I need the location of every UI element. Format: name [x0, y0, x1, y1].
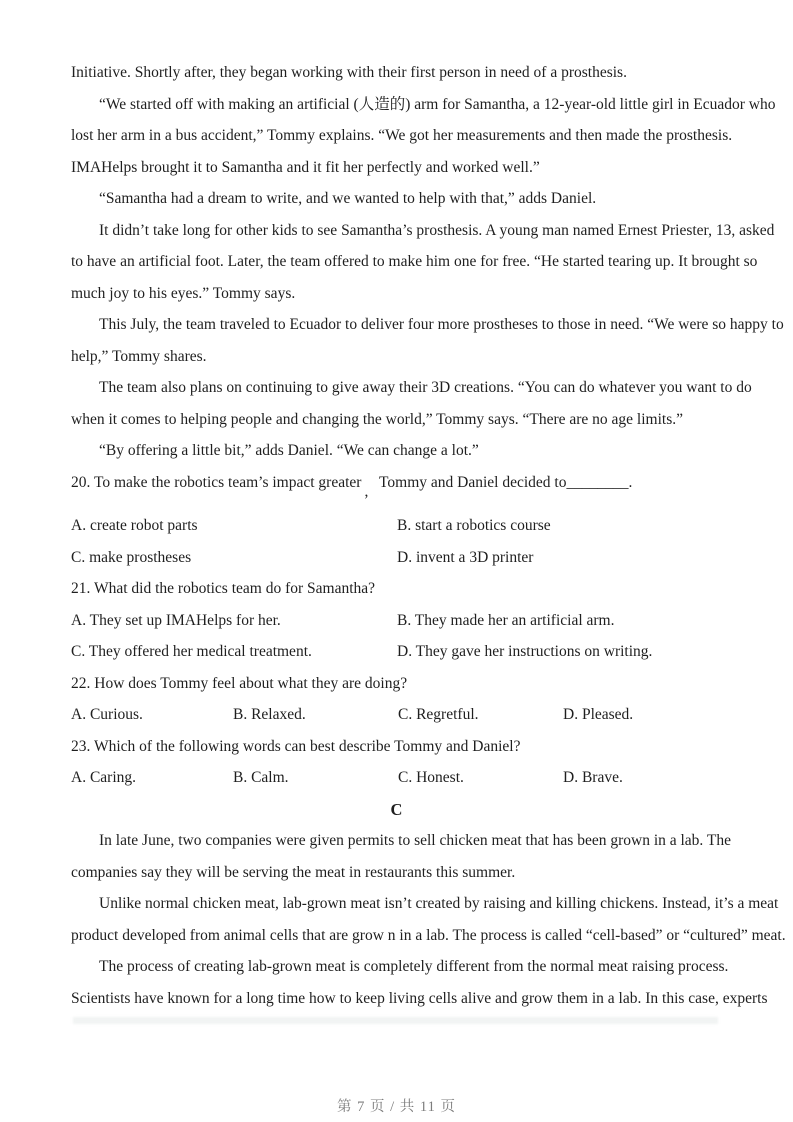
question-23-option-c: C. Honest.	[398, 769, 464, 786]
question-20-options-row	[71, 542, 722, 574]
passage-c-line: product developed from animal cells that are grow n in a lab. The process is called “cell-based” or “cultured” meat.	[71, 926, 786, 944]
question-22-option-d: D. Pleased.	[563, 706, 634, 723]
passage-b-line: “We started off with making an artificial (人造的) arm for Samantha, a 12-year-old little girl in Ecuador who	[99, 95, 776, 113]
question-20-option-a: A. create robot parts	[71, 517, 198, 534]
question-20-low-comma: ,	[364, 482, 369, 500]
question-21-options-row	[71, 636, 722, 668]
question-20-options-row	[71, 510, 722, 542]
question-20-option-d: D. invent a 3D printer	[397, 548, 534, 566]
question-23-options-row	[71, 762, 722, 794]
passage-b-line: This July, the team traveled to Ecuador to deliver four more prostheses to those in need. “We were so happy to	[99, 316, 784, 333]
question-20-option-b: B. start a robotics course	[397, 517, 551, 534]
question-22-option-c: C. Regretful.	[398, 706, 479, 723]
faint-next-line-artifact	[73, 1017, 718, 1024]
page-footer: 第 7 页 / 共 11 页	[337, 1099, 456, 1115]
passage-b-line: It didn’t take long for other kids to see Samantha’s prosthesis. A young man named Ernest Priester, 13, asked	[99, 221, 775, 239]
passage-b-line: lost her arm in a bus accident,” Tommy explains. “We got her measurements and then made the prosthesis.	[71, 127, 733, 144]
page-content	[71, 57, 786, 1024]
question-20-stem-text: 20. To make the robotics team’s impact greater	[71, 473, 362, 491]
passage-c-line: Scientists have known for a long time how to keep living cells alive and grow them in a lab. In this case, experts	[71, 989, 768, 1007]
passage-b-line: much joy to his eyes.” Tommy says.	[71, 284, 296, 302]
question-21-stem: 21. What did the robotics team do for Samantha?	[71, 580, 376, 597]
passage-b-line: help,” Tommy shares.	[71, 347, 207, 365]
passage-c-line: In late June, two companies were given permits to sell chicken meat that has been grown in a lab. The	[99, 832, 732, 849]
question-20-spacer	[71, 498, 722, 510]
question-21-option-c: C. They offered her medical treatment.	[71, 643, 312, 660]
passage-c-line: companies say they will be serving the meat in restaurants this summer.	[71, 863, 516, 881]
passage-b-line: The team also plans on continuing to give away their 3D creations. “You can do whatever you want to do	[99, 379, 752, 396]
question-20-stem-blank: Tommy and Daniel decided to________.	[375, 473, 633, 491]
question-23-option-a: A. Caring.	[71, 769, 137, 786]
passage-b-line: “By offering a little bit,” adds Daniel. “We can change a lot.”	[99, 442, 479, 459]
question-22-option-b: B. Relaxed.	[233, 706, 306, 723]
question-23-stem: 23. Which of the following words can best describe Tommy and Daniel?	[71, 737, 521, 755]
question-20-option-c: C. make prostheses	[71, 548, 192, 566]
question-21-option-a: A. They set up IMAHelps for her.	[71, 611, 281, 629]
question-21-option-d: D. They gave her instructions on writing.	[397, 643, 653, 660]
passage-b-line: when it comes to helping people and changing the world,” Tommy says. “There are no age limits.”	[71, 410, 684, 428]
question-23-option-d: D. Brave.	[563, 769, 623, 786]
passage-c-line: The process of creating lab-grown meat is completely different from the normal meat raising process.	[99, 958, 729, 975]
section-c-header: C	[390, 799, 403, 819]
question-23-option-b: B. Calm.	[233, 769, 289, 786]
question-21-option-b: B. They made her an artificial arm.	[397, 611, 615, 629]
question-21-options-row	[71, 605, 722, 637]
passage-c-line: Unlike normal chicken meat, lab-grown meat isn’t created by raising and killing chickens. Instead, it’s a meat	[99, 895, 779, 912]
passage-b-line: IMAHelps brought it to Samantha and it fit her perfectly and worked well.”	[71, 158, 540, 176]
question-22-options-row	[71, 699, 722, 731]
passage-b-line: Initiative. Shortly after, they began working with their first person in need of a prosthesis.	[71, 64, 627, 81]
passage-b-line: to have an artificial foot. Later, the team offered to make him one for free. “He started tearing up. It brought so	[71, 253, 758, 270]
question-22-stem: 22. How does Tommy feel about what they are doing?	[71, 674, 408, 692]
passage-b-line: “Samantha had a dream to write, and we wanted to help with that,” adds Daniel.	[99, 190, 597, 207]
question-22-option-a: A. Curious.	[71, 706, 143, 723]
question-20-stem	[71, 467, 722, 499]
